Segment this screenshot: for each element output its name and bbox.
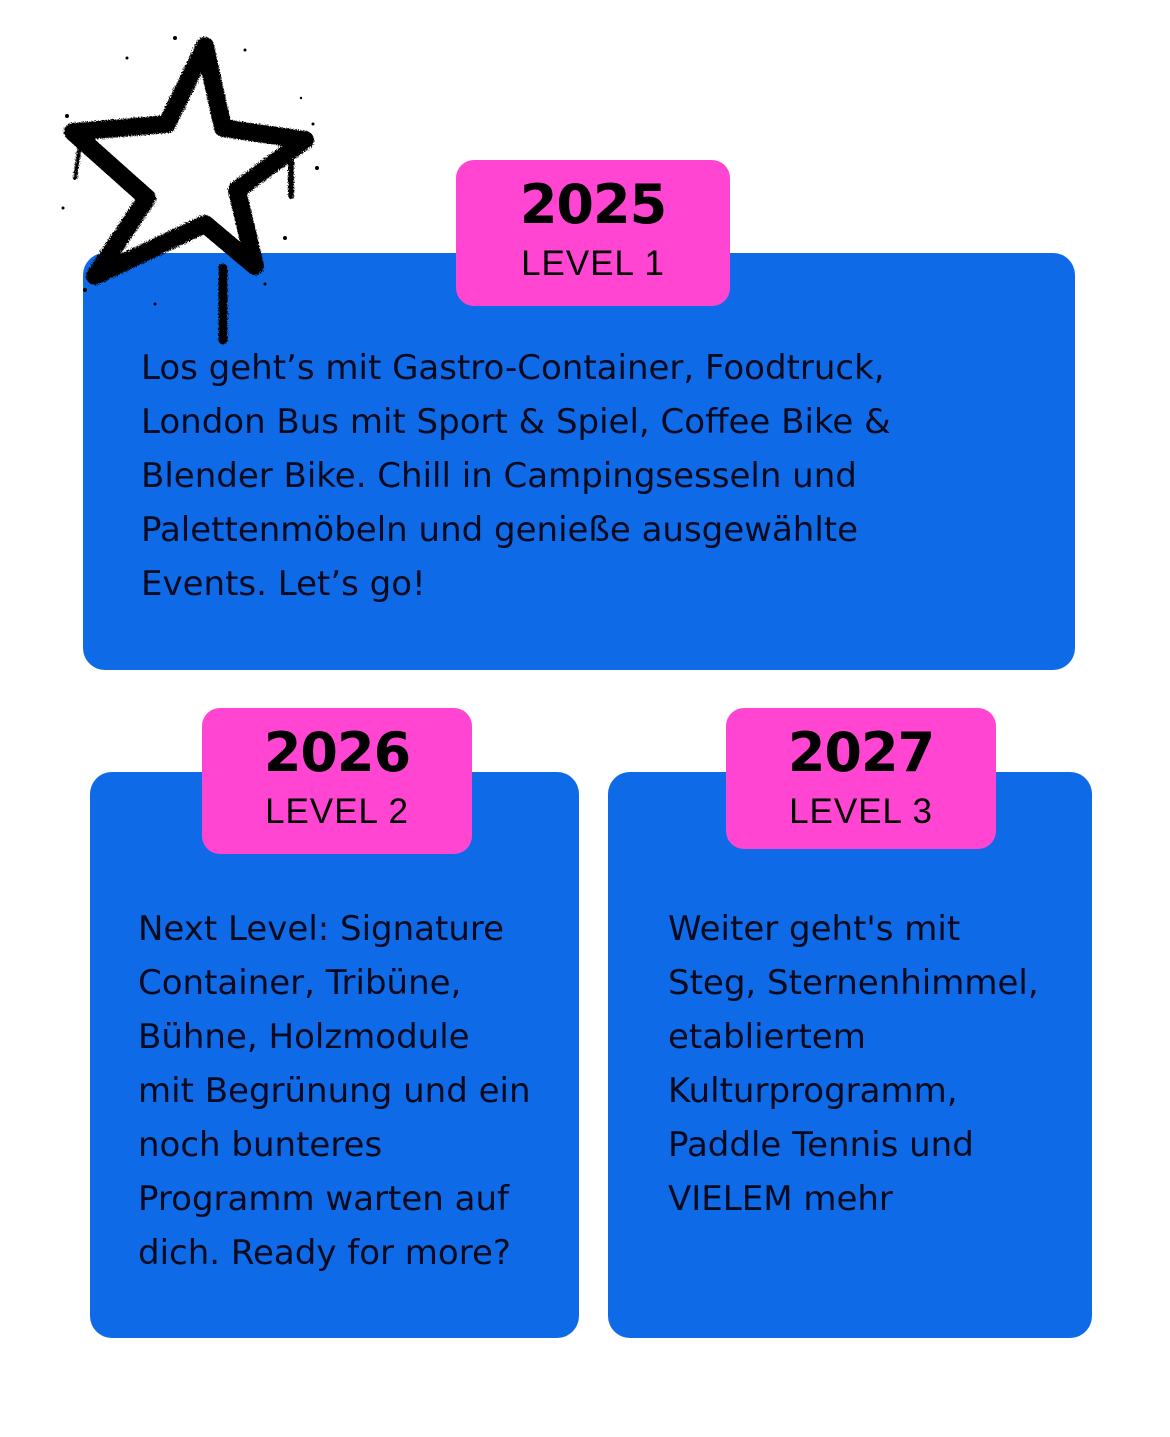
spray-paint-star-icon — [55, 28, 325, 348]
level-2-card — [90, 772, 579, 1338]
level-1-label: LEVEL 1 — [521, 244, 665, 283]
level-1-year: 2025 — [519, 173, 667, 236]
level-1-tag — [456, 160, 730, 306]
level-3-label: LEVEL 3 — [789, 792, 933, 831]
level-2-label: LEVEL 2 — [265, 792, 409, 831]
level-3-year: 2027 — [787, 721, 935, 784]
level-2-year: 2026 — [263, 721, 411, 784]
level-2-tag — [202, 708, 472, 854]
level-2-description: Next Level: Signature Container, Tribüne, Bühne, Holzmodule mit Begrünung und ein noch bunteres Programm warten auf dich. Ready for more? — [138, 909, 531, 1273]
level-3-tag — [726, 708, 996, 849]
level-3-description: Weiter geht's mit Steg, Sternenhimmel, etabliertem Kulturprogramm, Paddle Tennis und VIELEM mehr — [668, 909, 1039, 1219]
level-3-card — [608, 772, 1092, 1338]
level-1-description: Los geht’s mit Gastro-Container, Foodtruck, London Bus mit Sport & Spiel, Coffee Bike & Blender Bike. Chill in Campingsesseln und Palettenmöbeln und genieße ausgewählte Events. Let’s go! — [141, 348, 891, 604]
